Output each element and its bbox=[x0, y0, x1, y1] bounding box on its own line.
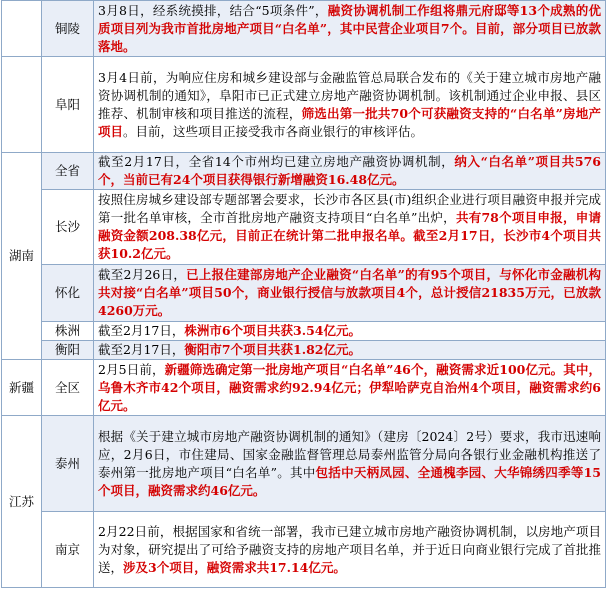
province-cell-blank bbox=[2, 57, 42, 153]
content-text: 3月8日，经系统摸排，结合“5项条件”， bbox=[98, 2, 328, 18]
content-cell-taizhou bbox=[94, 416, 606, 512]
content-cell-nanjing bbox=[94, 512, 606, 588]
table-row bbox=[2, 341, 606, 360]
content-cell-fuyang bbox=[94, 57, 606, 153]
content-text: 截至2月17日，全省14个市州均已建立房地产融资协调机制， bbox=[98, 154, 455, 169]
content-text: 按照住房城乡建设部专题部署会要求，长沙市各区县(市)组织企业进行项目融资申报并完成第一批名单审核，全市首批房地产融资支持项目“白名单”出炉， bbox=[98, 192, 601, 225]
table-row bbox=[2, 1, 606, 57]
content-cell-hengyang bbox=[94, 341, 606, 360]
table-row bbox=[2, 512, 606, 588]
content-cell-changsha bbox=[94, 190, 606, 265]
content-text: 2月22日前，根据国家和省统一部署，我市已建立城市房地产融资协调机制，以房地产项目为对象，研究提出了可给予融资支持的房地产项目名单，并于近日向商业银行完成了首批推送， bbox=[98, 523, 601, 575]
city-cell-changsha: 长沙 bbox=[42, 190, 94, 265]
content-highlight: 株洲市6个项目共获3.54亿元。 bbox=[184, 323, 362, 338]
table-row bbox=[2, 265, 606, 322]
content-cell-quanqu bbox=[94, 360, 606, 416]
content-highlight: 融资协调机制工作组将鼎元府邸等13个成熟的优质项目列为我市首批房地产项目“白名单”，其中民营企业项目7个。目前，部分项目已放款落地。 bbox=[98, 2, 602, 54]
content-text: 3月4日前，为响应住房和城乡建设部与金融监管总局联合发布的《关于建立城市房地产融资协调机制的通知》，阜阳市已正式建立房地产融资协调机制。该机制通过企业申报、县区推荐、机制审核和项目推送的流程， bbox=[98, 69, 601, 121]
content-highlight: 衡阳市7个项目共获1.82亿元。 bbox=[184, 342, 362, 357]
content-cell-quansheng bbox=[94, 153, 606, 190]
city-cell-hengyang: 衡阳 bbox=[42, 341, 94, 360]
city-cell-quansheng: 全省 bbox=[42, 153, 94, 190]
content-highlight: 纳入“白名单”项目共576个，当前已有24个项目获得银行新增融资16.48亿元。 bbox=[98, 154, 601, 187]
content-cell-huaihua bbox=[94, 265, 606, 322]
content-text: 2月5日前， bbox=[98, 361, 165, 377]
city-cell-huaihua: 怀化 bbox=[42, 265, 94, 322]
content-highlight: 包括中天柄凤园、全通槐李园、大华锦绣四季等15个项目，融资需求约46亿元。 bbox=[98, 464, 601, 498]
province-cell-blank bbox=[2, 1, 42, 57]
table-row bbox=[2, 416, 606, 512]
whitelist-table bbox=[1, 0, 606, 588]
city-cell-fuyang: 阜阳 bbox=[42, 57, 94, 153]
table-row bbox=[2, 360, 606, 416]
province-cell-xinjiang: 新疆 bbox=[2, 360, 42, 416]
content-highlight: 涉及3个项目，融资需求共17.14亿元。 bbox=[123, 559, 346, 575]
province-cell-hunan: 湖南 bbox=[2, 153, 42, 360]
city-cell-taizhou: 泰州 bbox=[42, 416, 94, 512]
city-cell-zhuzhou: 株洲 bbox=[42, 322, 94, 341]
table-row bbox=[2, 153, 606, 190]
content-highlight: 筛选出第一批共70个可获融资支持的“白名单”房地产项目 bbox=[98, 105, 601, 139]
city-cell-tongling: 铜陵 bbox=[42, 1, 94, 57]
content-highlight: 新疆筛选确定第一批房地产项目“白名单”46个，融资需求近100亿元。其中，乌鲁木齐市42个项目，融资需求约92.94亿元；伊犁哈萨克自治州4个项目，融资需求约6亿元。 bbox=[98, 361, 601, 413]
table-row bbox=[2, 190, 606, 265]
city-cell-quanqu: 全区 bbox=[42, 360, 94, 416]
content-text: 。目前，这些项目正接受我市各商业银行的审核评估。 bbox=[123, 123, 424, 139]
province-cell-jiangsu: 江苏 bbox=[2, 416, 42, 588]
city-cell-nanjing: 南京 bbox=[42, 512, 94, 588]
content-text: 截至2月17日， bbox=[98, 342, 185, 357]
content-text: 根据《关于建立城市房地产融资协调机制的通知》（建房〔2024〕2号）要求，我市迅速响应，2月6日，市住建局、国家金融监督管理总局泰州监管分局向各银行业金融机构推送了泰州第一批房地产项目“白名单”。其中 bbox=[98, 428, 601, 480]
content-text: 截至2月26日， bbox=[98, 267, 187, 282]
content-highlight: 共有78个项目申报，申请融资金额208.38亿元，目前正在统计第二批申报名单。截至2月17日，长沙市4个项目共获10.2亿元。 bbox=[98, 210, 601, 261]
table-row bbox=[2, 322, 606, 341]
content-highlight: 已上报住建部房地产企业融资“白名单”的有95个项目，与怀化市金融机构共对接“白名单”项目50个，商业银行授信与放款项目4个，总计授信21835万元，已放款4260万元。 bbox=[98, 267, 602, 318]
content-text: 截至2月17日， bbox=[98, 323, 185, 338]
content-cell-zhuzhou bbox=[94, 322, 606, 341]
content-cell-tongling bbox=[94, 1, 606, 57]
table-row bbox=[2, 57, 606, 153]
